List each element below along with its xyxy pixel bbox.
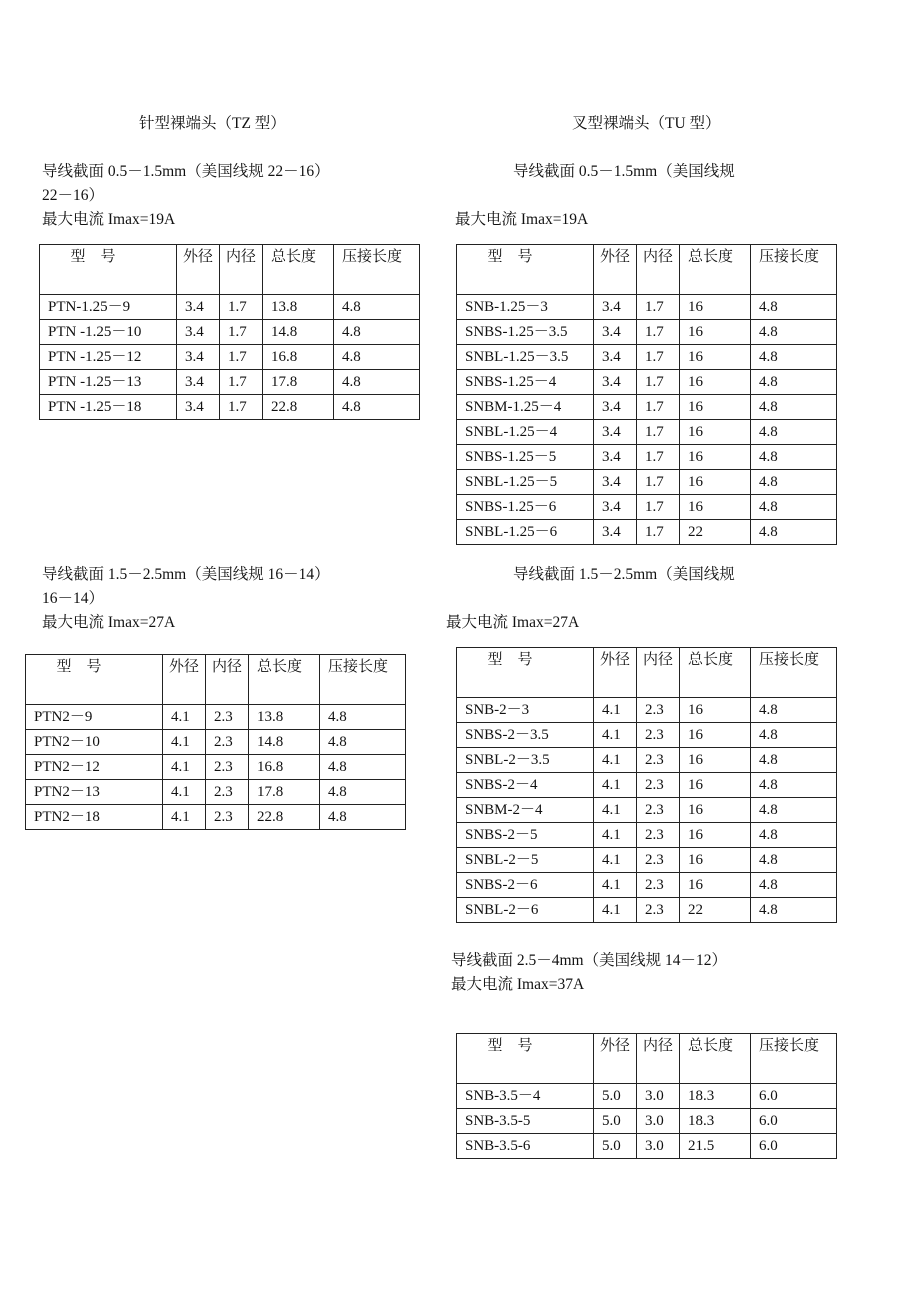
cell-inner-diameter: 1.7 <box>637 320 680 345</box>
cell-total-length: 16 <box>680 345 751 370</box>
cell-crimp-length: 4.8 <box>751 295 837 320</box>
cell-total-length: 16 <box>680 848 751 873</box>
cell-total-length: 16 <box>680 420 751 445</box>
cell-outer-diameter: 4.1 <box>594 698 637 723</box>
table-row <box>457 723 837 748</box>
imax-text: 最大电流 Imax=27A <box>42 614 176 631</box>
table-header-row <box>457 245 837 295</box>
table-row <box>457 1084 837 1109</box>
cell-total-length: 16 <box>680 320 751 345</box>
left-title: 针型裸端头（TZ 型） <box>139 115 286 132</box>
cell-model: SNBL-2－3.5 <box>457 748 594 773</box>
cell-outer-diameter: 4.1 <box>163 805 206 830</box>
cell-outer-diameter: 4.1 <box>594 773 637 798</box>
spec-line: 导线截面 0.5－1.5mm（美国线规 <box>513 163 735 180</box>
cell-outer-diameter: 4.1 <box>163 755 206 780</box>
cell-inner-diameter: 2.3 <box>637 823 680 848</box>
cell-model: SNBS-1.25－3.5 <box>457 320 594 345</box>
cell-total-length: 16 <box>680 445 751 470</box>
cell-crimp-length: 4.8 <box>751 445 837 470</box>
cell-crimp-length: 4.8 <box>320 705 406 730</box>
cell-total-length: 16 <box>680 698 751 723</box>
spec-table <box>456 647 837 923</box>
table-row <box>457 320 837 345</box>
cell-total-length: 14.8 <box>263 320 334 345</box>
imax-text: 最大电流 Imax=27A <box>446 614 580 631</box>
cell-model: PTN -1.25－12 <box>40 345 177 370</box>
cell-total-length: 16 <box>680 723 751 748</box>
cell-inner-diameter: 2.3 <box>637 798 680 823</box>
table-row <box>26 755 406 780</box>
table-header-row <box>26 655 406 705</box>
spec-line: 导线截面 0.5－1.5mm（美国线规 22－16） <box>42 163 330 180</box>
cell-crimp-length: 6.0 <box>751 1084 837 1109</box>
cell-model: SNB-3.5－4 <box>457 1084 594 1109</box>
header-total-length: 总长度 <box>249 655 320 705</box>
spec-line-cont: 16－14） <box>42 590 105 607</box>
cell-crimp-length: 4.8 <box>320 755 406 780</box>
table-header-row <box>457 648 837 698</box>
cell-inner-diameter: 3.0 <box>637 1109 680 1134</box>
cell-crimp-length: 4.8 <box>751 420 837 445</box>
cell-crimp-length: 4.8 <box>751 823 837 848</box>
cell-model: PTN2－13 <box>26 780 163 805</box>
cell-total-length: 18.3 <box>680 1084 751 1109</box>
cell-model: SNB-1.25－3 <box>457 295 594 320</box>
table-row <box>457 1134 837 1159</box>
cell-crimp-length: 4.8 <box>751 698 837 723</box>
cell-total-length: 22 <box>680 898 751 923</box>
cell-crimp-length: 4.8 <box>751 395 837 420</box>
cell-crimp-length: 4.8 <box>320 730 406 755</box>
table-row <box>457 873 837 898</box>
cell-crimp-length: 6.0 <box>751 1134 837 1159</box>
cell-outer-diameter: 3.4 <box>594 320 637 345</box>
cell-model: SNB-3.5-6 <box>457 1134 594 1159</box>
cell-inner-diameter: 1.7 <box>637 370 680 395</box>
cell-inner-diameter: 2.3 <box>637 698 680 723</box>
spec-line-cont: 22－16） <box>42 187 105 204</box>
cell-outer-diameter: 3.4 <box>594 420 637 445</box>
cell-model: PTN2－18 <box>26 805 163 830</box>
cell-inner-diameter: 1.7 <box>637 345 680 370</box>
header-outer-diameter: 外径 <box>594 245 637 295</box>
cell-outer-diameter: 4.1 <box>594 798 637 823</box>
cell-outer-diameter: 4.1 <box>163 705 206 730</box>
table-row <box>40 395 420 420</box>
cell-outer-diameter: 3.4 <box>177 395 220 420</box>
table-header-row <box>457 1034 837 1084</box>
cell-outer-diameter: 3.4 <box>594 470 637 495</box>
header-total-length: 总长度 <box>680 648 751 698</box>
header-inner-diameter: 内径 <box>206 655 249 705</box>
spec-table <box>456 1033 837 1159</box>
cell-inner-diameter: 2.3 <box>637 898 680 923</box>
cell-inner-diameter: 2.3 <box>206 755 249 780</box>
cell-outer-diameter: 3.4 <box>177 295 220 320</box>
cell-total-length: 16 <box>680 798 751 823</box>
table-row <box>457 470 837 495</box>
table-row <box>457 823 837 848</box>
table-row <box>40 370 420 395</box>
cell-crimp-length: 4.8 <box>751 470 837 495</box>
cell-outer-diameter: 4.1 <box>594 823 637 848</box>
cell-crimp-length: 4.8 <box>751 773 837 798</box>
header-model: 型 号 <box>457 648 594 698</box>
cell-crimp-length: 4.8 <box>334 370 420 395</box>
header-inner-diameter: 内径 <box>637 245 680 295</box>
header-total-length: 总长度 <box>680 1034 751 1084</box>
cell-total-length: 14.8 <box>249 730 320 755</box>
cell-outer-diameter: 3.4 <box>594 520 637 545</box>
spec-table <box>456 244 837 545</box>
cell-inner-diameter: 1.7 <box>220 370 263 395</box>
spec-table <box>25 654 406 830</box>
header-crimp-length: 压接长度 <box>751 245 837 295</box>
header-outer-diameter: 外径 <box>163 655 206 705</box>
imax-text: 最大电流 Imax=19A <box>455 211 589 228</box>
imax-text: 最大电流 Imax=19A <box>42 211 176 228</box>
cell-model: SNBS-1.25－5 <box>457 445 594 470</box>
cell-inner-diameter: 1.7 <box>637 295 680 320</box>
cell-outer-diameter: 3.4 <box>594 495 637 520</box>
cell-total-length: 16 <box>680 470 751 495</box>
header-crimp-length: 压接长度 <box>334 245 420 295</box>
cell-inner-diameter: 1.7 <box>637 445 680 470</box>
cell-total-length: 16 <box>680 295 751 320</box>
cell-outer-diameter: 3.4 <box>177 320 220 345</box>
cell-model: SNBS-1.25－4 <box>457 370 594 395</box>
cell-total-length: 13.8 <box>249 705 320 730</box>
table-row <box>26 805 406 830</box>
spec-line: 导线截面 1.5－2.5mm（美国线规 16－14） <box>42 566 330 583</box>
cell-model: SNBL-2－6 <box>457 898 594 923</box>
cell-crimp-length: 4.8 <box>751 873 837 898</box>
cell-total-length: 16 <box>680 773 751 798</box>
cell-model: SNBL-1.25－3.5 <box>457 345 594 370</box>
cell-outer-diameter: 3.4 <box>177 370 220 395</box>
table-row <box>457 420 837 445</box>
cell-total-length: 16 <box>680 873 751 898</box>
cell-model: PTN2－9 <box>26 705 163 730</box>
cell-outer-diameter: 4.1 <box>163 730 206 755</box>
cell-inner-diameter: 1.7 <box>637 520 680 545</box>
imax-text: 最大电流 Imax=37A <box>451 976 585 993</box>
cell-outer-diameter: 3.4 <box>594 345 637 370</box>
table-row <box>26 780 406 805</box>
cell-model: SNBS-2－3.5 <box>457 723 594 748</box>
table-row <box>26 705 406 730</box>
cell-outer-diameter: 4.1 <box>594 723 637 748</box>
cell-inner-diameter: 2.3 <box>637 873 680 898</box>
header-total-length: 总长度 <box>263 245 334 295</box>
table-row <box>457 798 837 823</box>
table-row <box>457 295 837 320</box>
cell-inner-diameter: 1.7 <box>637 420 680 445</box>
cell-outer-diameter: 4.1 <box>594 848 637 873</box>
cell-crimp-length: 6.0 <box>751 1109 837 1134</box>
table-row <box>457 848 837 873</box>
spec-line: 导线截面 1.5－2.5mm（美国线规 <box>513 566 735 583</box>
cell-crimp-length: 4.8 <box>334 295 420 320</box>
header-model: 型 号 <box>457 245 594 295</box>
cell-model: SNBS-2－5 <box>457 823 594 848</box>
table-row <box>457 445 837 470</box>
header-inner-diameter: 内径 <box>637 1034 680 1084</box>
cell-outer-diameter: 4.1 <box>163 780 206 805</box>
cell-outer-diameter: 3.4 <box>594 445 637 470</box>
header-outer-diameter: 外径 <box>594 1034 637 1084</box>
cell-model: SNBL-1.25－6 <box>457 520 594 545</box>
cell-crimp-length: 4.8 <box>751 798 837 823</box>
cell-model: SNBS-1.25－6 <box>457 495 594 520</box>
header-outer-diameter: 外径 <box>177 245 220 295</box>
header-crimp-length: 压接长度 <box>751 1034 837 1084</box>
cell-model: SNBL-1.25－4 <box>457 420 594 445</box>
cell-inner-diameter: 1.7 <box>637 470 680 495</box>
table-row <box>457 345 837 370</box>
cell-outer-diameter: 3.4 <box>594 370 637 395</box>
header-crimp-length: 压接长度 <box>320 655 406 705</box>
table-row <box>457 495 837 520</box>
cell-outer-diameter: 5.0 <box>594 1084 637 1109</box>
cell-model: SNBL-2－5 <box>457 848 594 873</box>
cell-model: SNBS-2－4 <box>457 773 594 798</box>
table-row <box>40 345 420 370</box>
header-total-length: 总长度 <box>680 245 751 295</box>
cell-inner-diameter: 2.3 <box>637 773 680 798</box>
header-inner-diameter: 内径 <box>220 245 263 295</box>
cell-total-length: 16 <box>680 370 751 395</box>
table-row <box>26 730 406 755</box>
cell-crimp-length: 4.8 <box>320 780 406 805</box>
cell-inner-diameter: 1.7 <box>220 395 263 420</box>
cell-outer-diameter: 4.1 <box>594 898 637 923</box>
table-row <box>40 295 420 320</box>
cell-total-length: 21.5 <box>680 1134 751 1159</box>
header-model: 型 号 <box>26 655 163 705</box>
cell-crimp-length: 4.8 <box>751 320 837 345</box>
cell-crimp-length: 4.8 <box>751 723 837 748</box>
cell-total-length: 16 <box>680 823 751 848</box>
cell-total-length: 22.8 <box>263 395 334 420</box>
table-row <box>457 395 837 420</box>
cell-total-length: 22.8 <box>249 805 320 830</box>
cell-crimp-length: 4.8 <box>751 520 837 545</box>
cell-total-length: 18.3 <box>680 1109 751 1134</box>
cell-crimp-length: 4.8 <box>751 495 837 520</box>
cell-outer-diameter: 3.4 <box>594 395 637 420</box>
table-row <box>457 698 837 723</box>
cell-model: PTN-1.25－9 <box>40 295 177 320</box>
cell-model: SNBM-1.25－4 <box>457 395 594 420</box>
cell-total-length: 16 <box>680 748 751 773</box>
right-title: 叉型裸端头（TU 型） <box>572 115 721 132</box>
table-row <box>457 773 837 798</box>
header-inner-diameter: 内径 <box>637 648 680 698</box>
table-row <box>457 370 837 395</box>
cell-crimp-length: 4.8 <box>334 345 420 370</box>
cell-model: PTN -1.25－18 <box>40 395 177 420</box>
cell-inner-diameter: 1.7 <box>637 495 680 520</box>
header-crimp-length: 压接长度 <box>751 648 837 698</box>
table-header-row <box>40 245 420 295</box>
cell-model: PTN2－12 <box>26 755 163 780</box>
table-row <box>40 320 420 345</box>
cell-total-length: 16 <box>680 395 751 420</box>
cell-total-length: 16.8 <box>263 345 334 370</box>
header-model: 型 号 <box>40 245 177 295</box>
cell-model: SNBL-1.25－5 <box>457 470 594 495</box>
cell-total-length: 16.8 <box>249 755 320 780</box>
cell-inner-diameter: 2.3 <box>637 748 680 773</box>
cell-inner-diameter: 3.0 <box>637 1134 680 1159</box>
cell-model: PTN2－10 <box>26 730 163 755</box>
cell-model: SNBM-2－4 <box>457 798 594 823</box>
cell-total-length: 17.8 <box>249 780 320 805</box>
spec-table <box>39 244 420 420</box>
cell-model: PTN -1.25－10 <box>40 320 177 345</box>
cell-crimp-length: 4.8 <box>334 395 420 420</box>
cell-total-length: 22 <box>680 520 751 545</box>
table-row <box>457 748 837 773</box>
table-row <box>457 520 837 545</box>
cell-crimp-length: 4.8 <box>751 345 837 370</box>
cell-outer-diameter: 3.4 <box>594 295 637 320</box>
cell-model: PTN -1.25－13 <box>40 370 177 395</box>
cell-crimp-length: 4.8 <box>751 898 837 923</box>
cell-inner-diameter: 2.3 <box>637 723 680 748</box>
cell-outer-diameter: 5.0 <box>594 1134 637 1159</box>
cell-inner-diameter: 2.3 <box>206 805 249 830</box>
cell-crimp-length: 4.8 <box>751 748 837 773</box>
cell-total-length: 17.8 <box>263 370 334 395</box>
header-model: 型 号 <box>457 1034 594 1084</box>
table-row <box>457 1109 837 1134</box>
cell-inner-diameter: 1.7 <box>220 320 263 345</box>
cell-total-length: 16 <box>680 495 751 520</box>
cell-outer-diameter: 5.0 <box>594 1109 637 1134</box>
cell-inner-diameter: 1.7 <box>220 345 263 370</box>
cell-crimp-length: 4.8 <box>334 320 420 345</box>
cell-outer-diameter: 4.1 <box>594 748 637 773</box>
cell-inner-diameter: 2.3 <box>206 730 249 755</box>
cell-inner-diameter: 2.3 <box>206 705 249 730</box>
cell-model: SNB-3.5-5 <box>457 1109 594 1134</box>
table-row <box>457 898 837 923</box>
cell-inner-diameter: 1.7 <box>220 295 263 320</box>
cell-inner-diameter: 2.3 <box>206 780 249 805</box>
cell-model: SNBS-2－6 <box>457 873 594 898</box>
cell-crimp-length: 4.8 <box>751 848 837 873</box>
cell-model: SNB-2－3 <box>457 698 594 723</box>
cell-crimp-length: 4.8 <box>751 370 837 395</box>
cell-outer-diameter: 3.4 <box>177 345 220 370</box>
cell-crimp-length: 4.8 <box>320 805 406 830</box>
cell-total-length: 13.8 <box>263 295 334 320</box>
cell-inner-diameter: 1.7 <box>637 395 680 420</box>
cell-outer-diameter: 4.1 <box>594 873 637 898</box>
cell-inner-diameter: 3.0 <box>637 1084 680 1109</box>
header-outer-diameter: 外径 <box>594 648 637 698</box>
spec-line: 导线截面 2.5－4mm（美国线规 14－12） <box>451 952 727 969</box>
cell-inner-diameter: 2.3 <box>637 848 680 873</box>
